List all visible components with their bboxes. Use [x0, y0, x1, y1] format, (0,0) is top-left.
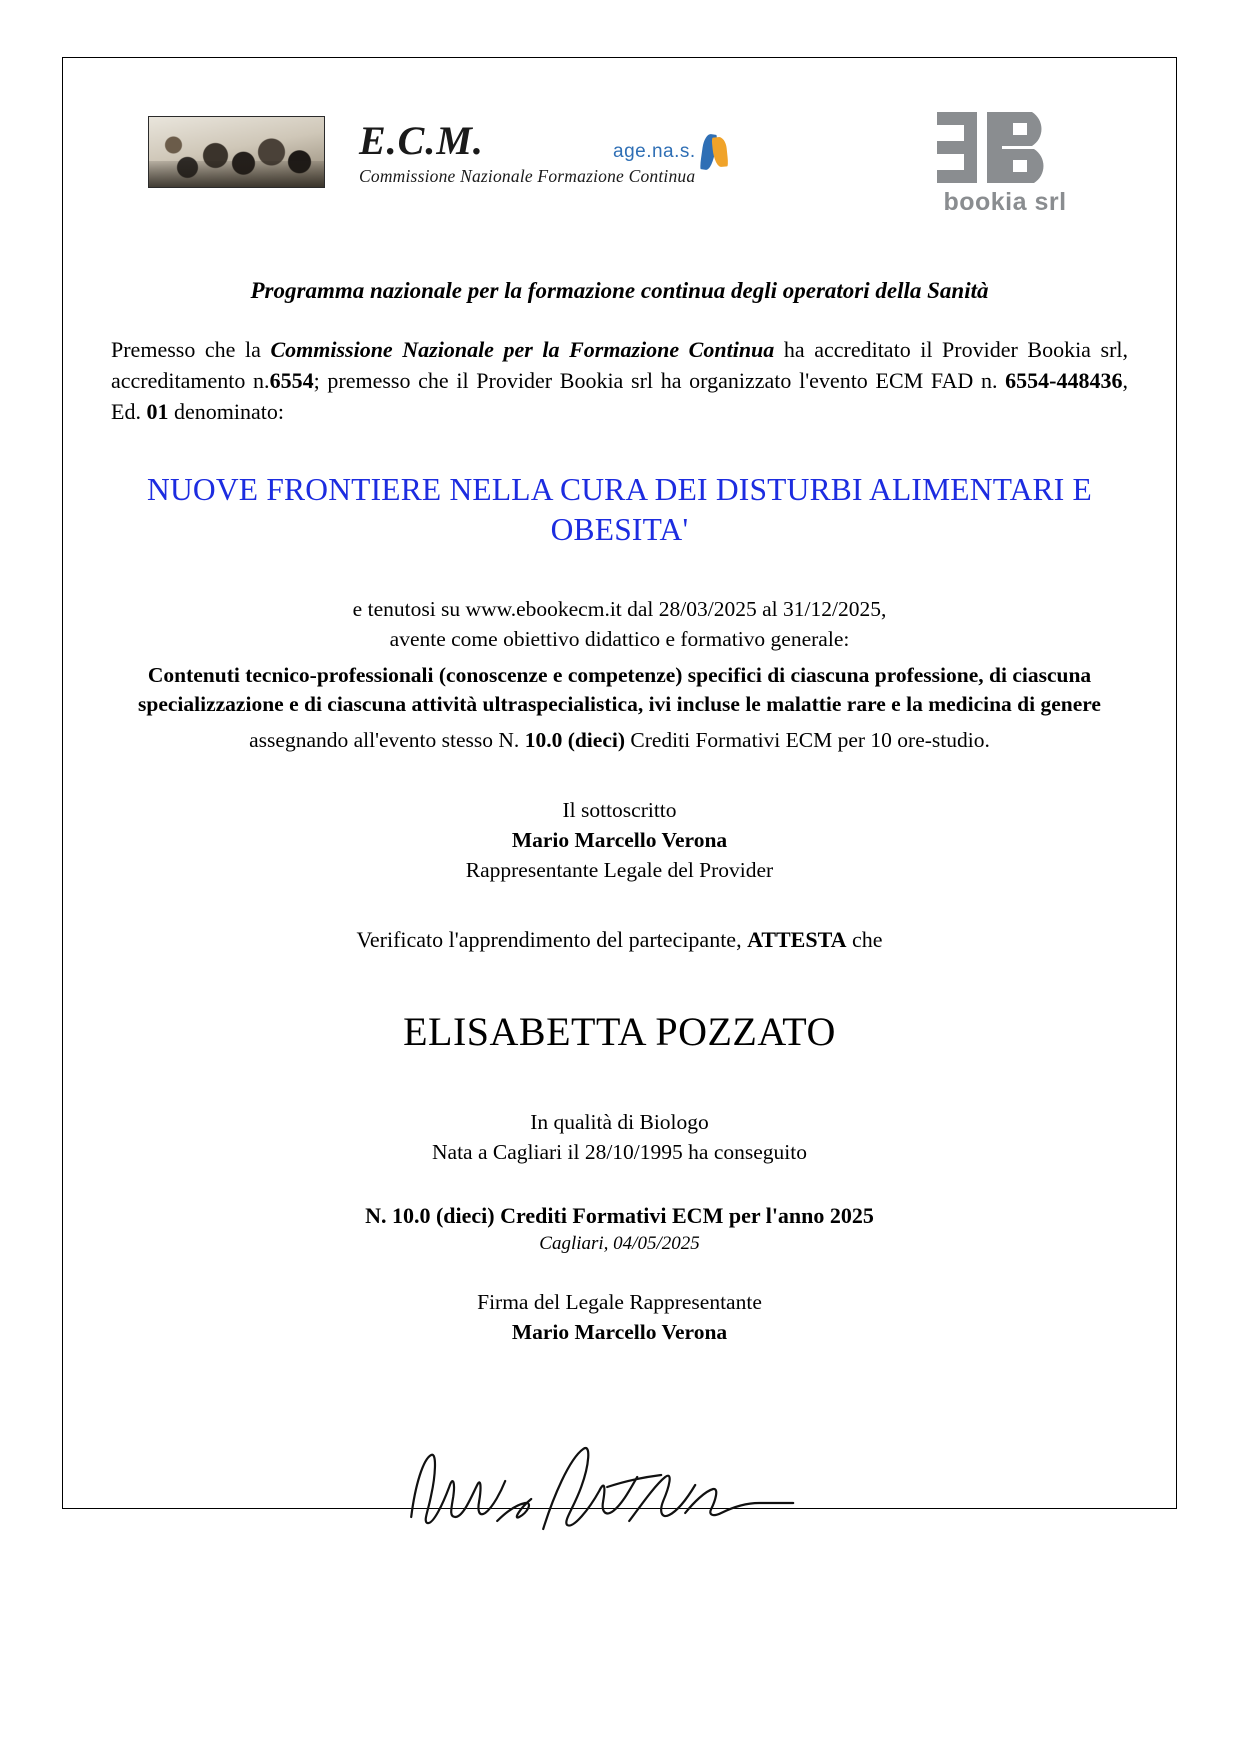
- premise-part1: Premesso che la: [111, 337, 271, 362]
- attesta-keyword: ATTESTA: [747, 926, 847, 952]
- premise-part2: ha accreditato il Provider Bookia srl, accreditamento n.: [111, 337, 1129, 394]
- place-date: Cagliari, 04/05/2025: [539, 1232, 700, 1254]
- accreditation-number: 6554: [269, 368, 314, 394]
- objective-text: Contenuti tecnico-professionali (conoscenze e competenze) specifici di ciascuna professione, di ciascuna specializzazione e di ciascuna attività ultraspecialistica, ivi incluse le malattie rare e la medicina di genere: [138, 662, 1101, 716]
- credits-value: 10.0 (dieci): [524, 727, 625, 752]
- agenas-logo: [613, 134, 732, 170]
- bookia-logo: [915, 110, 1095, 217]
- agenas-mark-icon: [702, 134, 732, 170]
- attesta-suffix: che: [846, 926, 883, 952]
- handwritten-signature: [108, 1425, 1131, 1575]
- ecm-title: E.C.M.: [359, 118, 484, 163]
- ecm-painting-image: [148, 116, 325, 188]
- premise-part5: denominato:: [168, 399, 284, 425]
- qualification: In qualità di Biologo: [530, 1109, 709, 1134]
- premise-paragraph: [108, 334, 1131, 428]
- legal-rep-role: Rappresentante Legale del Provider: [465, 857, 774, 882]
- credits-prefix: assegnando all'evento stesso N.: [249, 727, 525, 752]
- bookia-name: bookia srl: [943, 188, 1067, 216]
- credits-assignment: [108, 725, 1131, 755]
- certificate-page: [62, 57, 1177, 1509]
- signature-label: Firma del Legale Rappresentante: [477, 1289, 762, 1314]
- attesta-line: [108, 925, 1131, 956]
- credits-year: N. 10.0 (dieci) Crediti Formativi ECM per l'anno 2025: [365, 1202, 874, 1228]
- edition-number: 01: [146, 399, 169, 425]
- birth-line: Nata a Cagliari il 28/10/1995 ha conseguito: [432, 1139, 807, 1164]
- premise-part3: ; premesso che il Provider Bookia srl ha organizzato l'evento ECM FAD n.: [313, 368, 1006, 394]
- legal-rep-name: Mario Marcello Verona: [511, 827, 728, 852]
- course-title: NUOVE FRONTIERE NELLA CURA DEI DISTURBI ALIMENTARI E OBESITA': [147, 471, 1092, 548]
- signature-name: Mario Marcello Verona: [511, 1320, 728, 1344]
- event-number: 6554-448436: [1005, 368, 1123, 394]
- attesta-prefix: Verificato l'apprendimento del partecipante,: [356, 926, 748, 952]
- ecm-subtitle: Commissione Nazionale Formazione Continua: [359, 166, 696, 186]
- credits-suffix: Crediti Formativi ECM per 10 ore-studio.: [625, 727, 990, 752]
- bookia-glyph-icon: [915, 110, 1095, 186]
- agenas-label: age.na.s.: [613, 141, 696, 162]
- document-header: [108, 88, 1131, 218]
- held-line: e tenutosi su www.ebookecm.it dal 28/03/2025 al 31/12/2025,: [352, 597, 887, 622]
- commission-name: Commissione Nazionale per la Formazione Continua: [270, 337, 775, 362]
- recipient-name: ELISABETTA POZZATO: [403, 1008, 836, 1054]
- undersigned-label: Il sottoscritto: [562, 797, 677, 822]
- premise-part4: , Ed.: [111, 368, 1128, 425]
- objective-intro: avente come obiettivo didattico e formativo generale:: [389, 627, 850, 652]
- program-title: Programma nazionale per la formazione continua degli operatori della Sanità: [250, 278, 989, 303]
